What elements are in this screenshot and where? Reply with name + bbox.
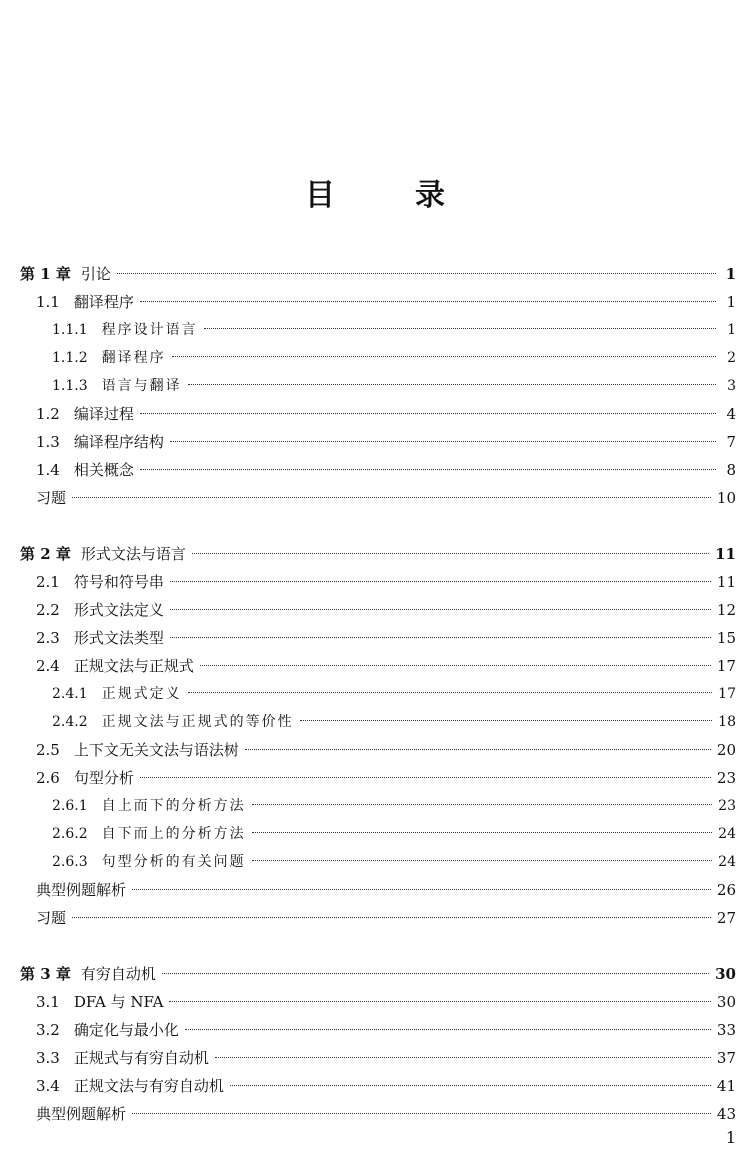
toc-page-number: 12: [716, 601, 736, 619]
toc-row[interactable]: [20, 596, 736, 624]
toc-row[interactable]: [20, 288, 736, 316]
toc-row[interactable]: [20, 1016, 736, 1044]
toc-entry-label: 编译过程: [73, 405, 134, 423]
toc-entry-label: DFA 与 NFA: [73, 993, 164, 1011]
toc-entry-label: 形式文法定义: [73, 601, 164, 619]
toc-entry-number: 2.5: [36, 741, 60, 759]
toc-row[interactable]: [20, 764, 736, 792]
toc-row[interactable]: [20, 624, 736, 652]
toc-page-number: 8: [726, 461, 736, 479]
toc-entry-number: 1.3: [36, 433, 60, 451]
toc-entry-label: 句型分析的有关问题: [101, 854, 246, 870]
dot-leader: [170, 637, 711, 638]
dot-leader: [140, 469, 716, 470]
dot-leader: [169, 1001, 710, 1002]
toc-row[interactable]: [20, 428, 736, 456]
title-char-2: 录: [415, 178, 445, 213]
toc-page-number: 30: [716, 993, 736, 1011]
toc-entry-label: 正规文法与有穷自动机: [73, 1077, 224, 1095]
toc-entry-number: 1.1: [36, 293, 60, 311]
toc-page-number: 41: [716, 1077, 736, 1095]
toc-entry-label: 正规式定义: [101, 686, 182, 702]
toc-entry-number: 2.6.1: [52, 798, 88, 814]
dot-leader: [162, 973, 709, 974]
toc-row[interactable]: [20, 316, 736, 344]
toc-entry-label: 自上而下的分析方法: [101, 798, 246, 814]
toc-entry-label: 习题: [36, 909, 67, 927]
toc-entry-number: 2.4.2: [52, 714, 88, 730]
toc-row[interactable]: [20, 1044, 736, 1072]
toc-page-number: 24: [718, 826, 736, 842]
toc-entry-label: 引论: [80, 265, 111, 283]
toc-page-number: 17: [718, 686, 736, 702]
toc-entry-number: 2.1: [36, 573, 60, 591]
toc-page-number: 10: [716, 489, 736, 507]
toc-page-number: 2: [727, 350, 736, 366]
dot-leader: [252, 860, 713, 861]
toc-entry-label: 有穷自动机: [80, 965, 156, 983]
toc-page-number: 26: [716, 881, 736, 899]
toc-row[interactable]: [20, 456, 736, 484]
toc-row[interactable]: [20, 820, 736, 848]
toc-entry-number: 第 1 章: [20, 265, 71, 283]
dot-leader: [300, 720, 713, 721]
dot-leader: [72, 917, 711, 918]
toc-entry-number: 3.2: [36, 1021, 60, 1039]
dot-leader: [132, 889, 711, 890]
toc-entry-label: 习题: [36, 489, 67, 507]
toc-page-number: 1: [725, 265, 736, 283]
toc-entry-number: 2.3: [36, 629, 60, 647]
toc-entry-label: 程序设计语言: [101, 322, 198, 338]
dot-leader: [185, 1029, 711, 1030]
dot-leader: [172, 356, 716, 357]
toc-page-number: 17: [716, 657, 736, 675]
toc-row[interactable]: [20, 652, 736, 680]
toc-row[interactable]: [20, 792, 736, 820]
toc-page-number: 1: [726, 293, 736, 311]
dot-leader: [215, 1057, 711, 1058]
footer-page-number: 1: [725, 1128, 736, 1147]
toc-row[interactable]: [20, 848, 736, 876]
toc-row[interactable]: [20, 1100, 736, 1128]
toc-page-number: 23: [718, 798, 736, 814]
dot-leader: [252, 832, 713, 833]
dot-leader: [230, 1085, 711, 1086]
toc-row[interactable]: [20, 988, 736, 1016]
toc-row[interactable]: [20, 904, 736, 932]
toc-entry-number: 3.3: [36, 1049, 60, 1067]
toc-page-number: 7: [726, 433, 736, 451]
toc-entry-label: 句型分析: [73, 769, 134, 787]
toc-entry-number: 1.1.3: [52, 378, 88, 394]
toc-page-number: 4: [726, 405, 736, 423]
dot-leader: [192, 553, 709, 554]
toc-row[interactable]: [20, 708, 736, 736]
dot-leader: [72, 497, 711, 498]
toc-entry-label: 上下文无关文法与语法树: [73, 741, 239, 759]
dot-leader: [245, 749, 711, 750]
toc-entry-number: 2.6.3: [52, 854, 88, 870]
toc-row[interactable]: [20, 372, 736, 400]
dot-leader: [170, 441, 716, 442]
toc-entry-label: 正规式与有穷自动机: [73, 1049, 209, 1067]
toc-entry-label: 确定化与最小化: [73, 1021, 179, 1039]
toc-entry-number: 1.4: [36, 461, 60, 479]
toc-entry-label: 形式文法与语言: [80, 545, 186, 563]
toc-page-number: 11: [716, 573, 736, 591]
dot-leader: [140, 301, 716, 302]
toc-chapter-row[interactable]: [20, 260, 736, 288]
toc-page-number: 23: [716, 769, 736, 787]
dot-leader: [252, 804, 713, 805]
toc-page-number: 1: [727, 322, 736, 338]
toc-entry-label: 翻译程序: [73, 293, 134, 311]
toc-row[interactable]: [20, 736, 736, 764]
toc-entry-label: 典型例题解析: [36, 881, 127, 899]
dot-leader: [117, 273, 716, 274]
toc-entry-number: 2.4: [36, 657, 60, 675]
dot-leader: [204, 328, 716, 329]
toc-entry-label: 编译程序结构: [73, 433, 164, 451]
toc-entry-label: 正规文法与正规式的等价性: [101, 714, 294, 730]
dot-leader: [170, 609, 711, 610]
toc-entry-label: 语言与翻译: [101, 378, 182, 394]
toc-entry-number: 2.4.1: [52, 686, 88, 702]
toc-page-number: 27: [716, 909, 736, 927]
dot-leader: [170, 581, 711, 582]
toc-row[interactable]: [20, 344, 736, 372]
toc-row[interactable]: [20, 400, 736, 428]
toc-entry-label: 正规文法与正规式: [73, 657, 194, 675]
toc-chapter-row[interactable]: [20, 540, 736, 568]
toc-entry-number: 2.2: [36, 601, 60, 619]
dot-leader: [132, 1113, 711, 1114]
toc-entry-number: 第 2 章: [20, 545, 71, 563]
toc-entry-number: 3.1: [36, 993, 60, 1011]
toc-row[interactable]: [20, 1072, 736, 1100]
toc-page-number: 20: [716, 741, 736, 759]
dot-leader: [188, 692, 713, 693]
title-char-1: 目: [305, 178, 335, 213]
toc-page-number: 30: [715, 965, 736, 983]
dot-leader: [188, 384, 716, 385]
toc-entry-number: 第 3 章: [20, 965, 71, 983]
toc-page-number: 24: [718, 854, 736, 870]
toc-entry-label: 典型例题解析: [36, 1105, 127, 1123]
toc-row[interactable]: [20, 680, 736, 708]
dot-leader: [140, 413, 716, 414]
dot-leader: [200, 665, 711, 666]
toc-entry-number: 3.4: [36, 1077, 60, 1095]
toc-page-number: 3: [727, 378, 736, 394]
toc-spacer: [20, 512, 736, 540]
page-title: [0, 170, 750, 214]
toc-entry-label: 形式文法类型: [73, 629, 164, 647]
toc-entry-number: 1.1.1: [52, 322, 88, 338]
toc-page-number: 43: [716, 1105, 736, 1123]
toc-spacer: [20, 932, 736, 960]
toc-entry-label: 相关概念: [73, 461, 134, 479]
toc-chapter-row[interactable]: [20, 960, 736, 988]
toc-page-number: 15: [716, 629, 736, 647]
toc-page-number: 33: [716, 1021, 736, 1039]
toc-entry-label: 翻译程序: [101, 350, 166, 366]
toc-row[interactable]: [20, 484, 736, 512]
toc-page-number: 18: [718, 714, 736, 730]
dot-leader: [140, 777, 711, 778]
table-of-contents: [20, 260, 736, 1128]
toc-entry-number: 1.2: [36, 405, 60, 423]
toc-row[interactable]: [20, 876, 736, 904]
toc-page-number: 37: [716, 1049, 736, 1067]
toc-row[interactable]: [20, 568, 736, 596]
toc-entry-label: 符号和符号串: [73, 573, 164, 591]
toc-entry-number: 2.6.2: [52, 826, 88, 842]
toc-entry-number: 2.6: [36, 769, 60, 787]
toc-entry-label: 自下而上的分析方法: [101, 826, 246, 842]
toc-page-number: 11: [715, 545, 736, 563]
toc-entry-number: 1.1.2: [52, 350, 88, 366]
